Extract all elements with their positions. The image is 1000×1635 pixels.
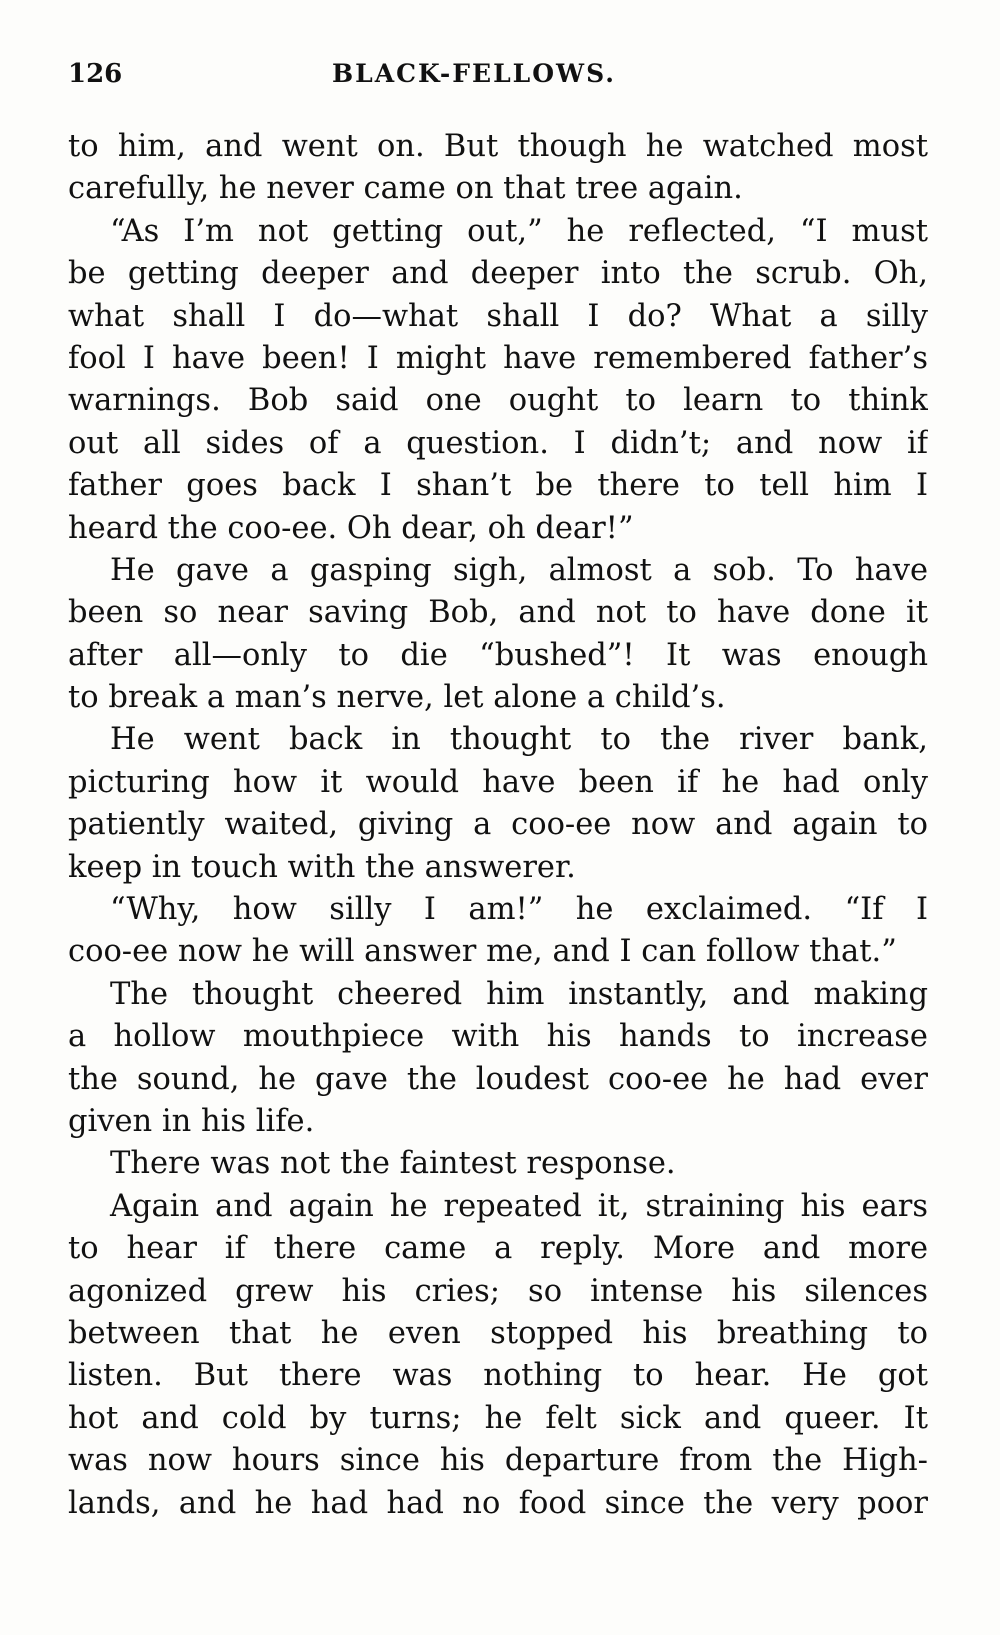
text-line: between that he even stopped his breathing to (68, 1315, 928, 1351)
text-line: listen. But there was nothing to hear. He got (68, 1358, 928, 1394)
text-body (68, 126, 928, 1525)
paragraph-5 (68, 889, 928, 974)
text-line: He went back in thought to the river bank, (110, 722, 928, 758)
paragraph-1 (68, 126, 928, 211)
text-line: The thought cheered him instantly, and making (110, 976, 928, 1012)
paragraph-6 (68, 974, 928, 1144)
text-line: “As I’m not getting out,” he reflected, “I must (110, 213, 928, 249)
paragraph-7 (68, 1143, 928, 1185)
paragraph-2 (68, 211, 928, 550)
text-line: He gave a gasping sigh, almost a sob. To have (110, 552, 928, 588)
text-line: picturing how it would have been if he had only (68, 764, 928, 800)
text-line: given in his life. (68, 1103, 315, 1139)
text-line: “Why, how silly I am!” he exclaimed. “If I (110, 892, 928, 928)
text-line: be getting deeper and deeper into the scrub. Oh, (68, 256, 928, 292)
text-line: after all—only to die “bushed”! It was enough (68, 637, 928, 673)
text-line: to break a man’s nerve, let alone a child’s. (68, 680, 726, 716)
text-line: heard the coo-ee. Oh dear, oh dear!” (68, 510, 634, 546)
text-line: hot and cold by turns; he felt sick and queer. It (68, 1400, 928, 1436)
text-line: father goes back I shan’t be there to tell him I (68, 468, 928, 504)
page-number: 126 (68, 59, 123, 89)
text-line: fool I have been! I might have remembered father’s (68, 340, 928, 376)
text-line: patiently waited, giving a coo-ee now and again to (68, 807, 928, 843)
text-line: keep in touch with the answerer. (68, 849, 576, 885)
text-line: Again and again he repeated it, straining his ears (110, 1188, 928, 1224)
text-line: the sound, he gave the loudest coo-ee he had ever (68, 1061, 928, 1097)
text-line: been so near saving Bob, and not to have done it (68, 595, 928, 631)
text-line: to hear if there came a reply. More and more (68, 1231, 928, 1267)
text-line: warnings. Bob said one ought to learn to think (68, 383, 928, 419)
text-line: agonized grew his cries; so intense his silences (68, 1273, 928, 1309)
text-line: coo-ee now he will answer me, and I can follow that.” (68, 934, 897, 970)
text-line: what shall I do—what shall I do? What a silly (68, 298, 928, 334)
text-line: out all sides of a question. I didn’t; and now if (68, 425, 928, 461)
running-title: BLACK-FELLOWS. (332, 59, 616, 88)
paragraph-4 (68, 719, 928, 889)
text-line: a hollow mouthpiece with his hands to increase (68, 1019, 928, 1055)
paragraph-8 (68, 1186, 928, 1525)
text-line: to him, and went on. But though he watched most (68, 129, 928, 164)
running-head (68, 54, 930, 94)
text-line: was now hours since his departure from the High- (68, 1443, 928, 1479)
text-line: carefully, he never came on that tree again. (68, 171, 743, 207)
paragraph-3 (68, 550, 928, 720)
text-line: lands, and he had had no food since the very poor (68, 1485, 928, 1521)
text-line: There was not the faintest response. (110, 1146, 676, 1182)
